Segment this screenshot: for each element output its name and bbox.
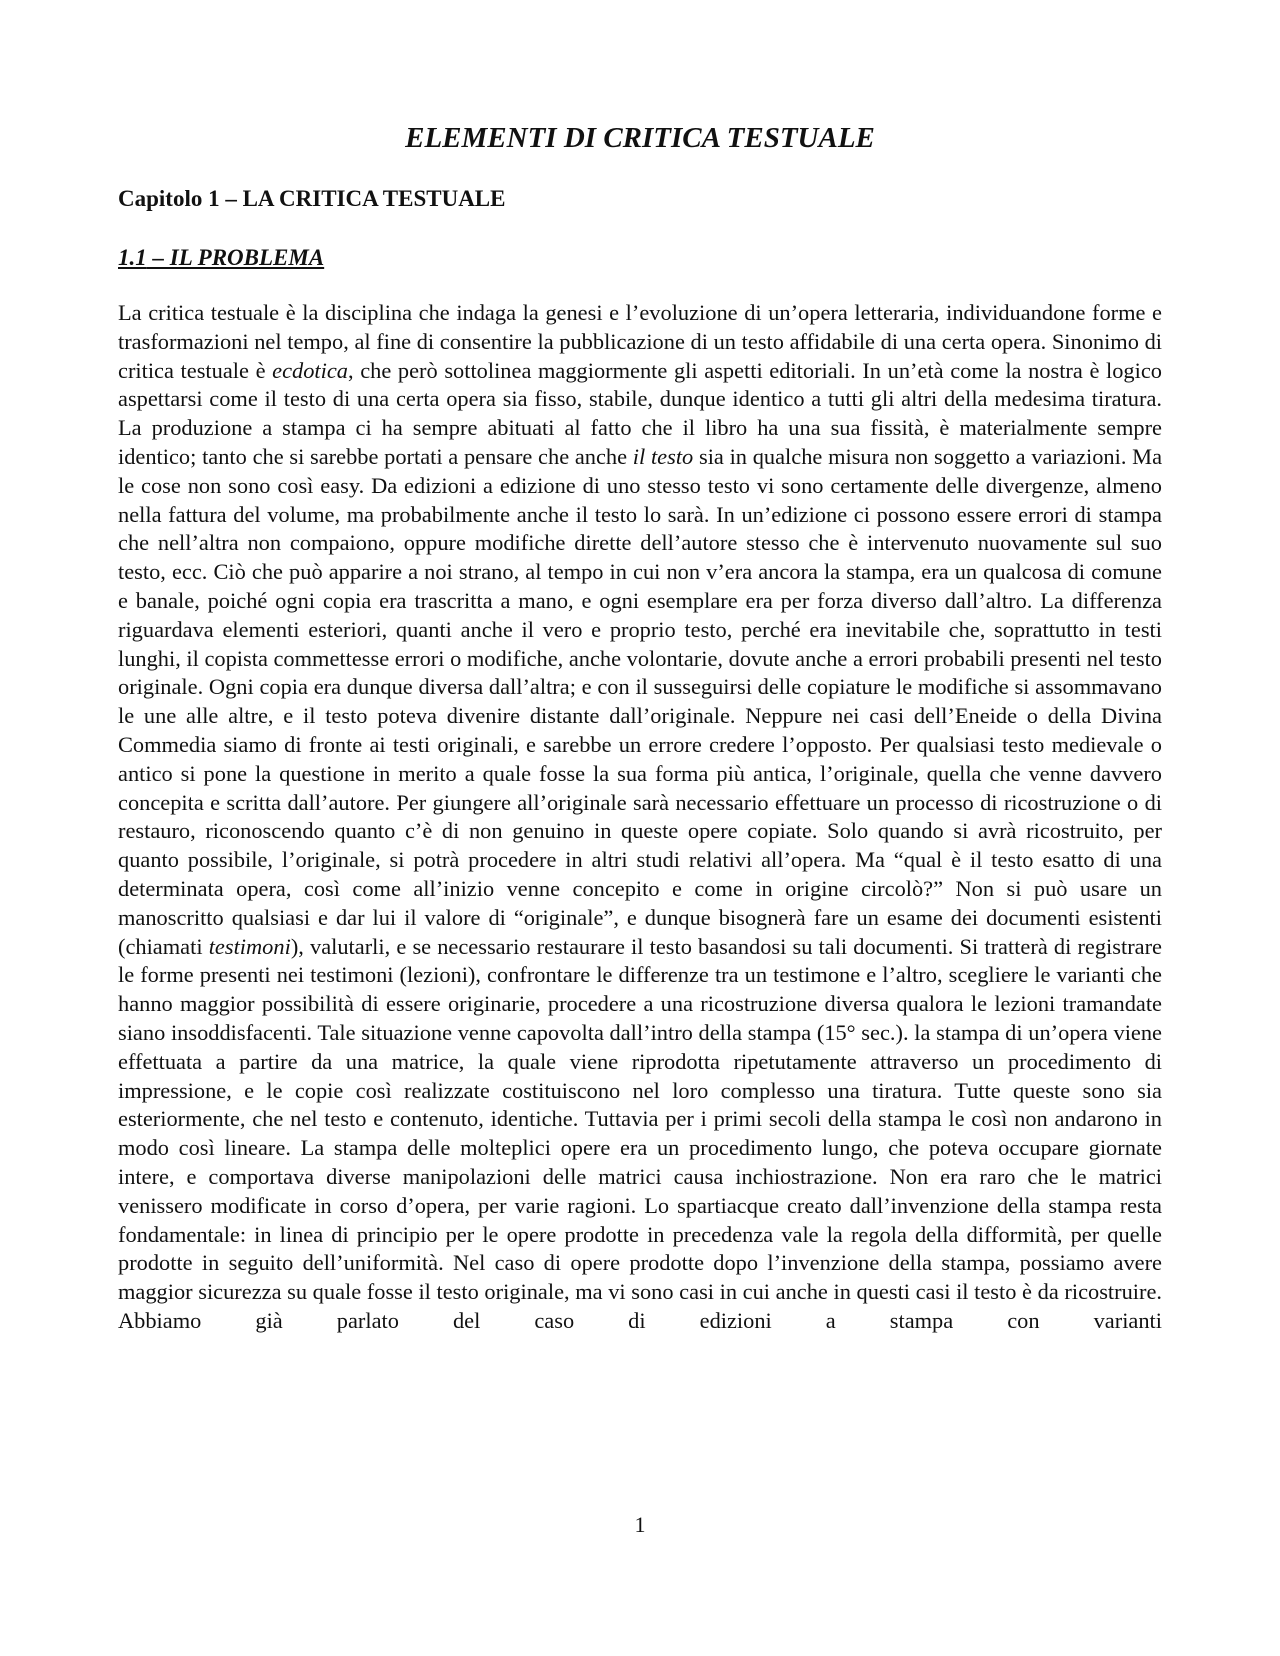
section-heading xyxy=(118,242,324,274)
text-run: ), valutarli, e se necessario restaurare il testo basandosi su tali documenti. Si tratterà di registrare le forme presenti nei testimoni (lezioni), confrontare le differenze tra un testimone e l’altro, scegliere le varianti che hanno maggior possibilità di essere originarie, procedere a una ricostruzione diversa qualora le lezioni tramandate siano insoddisfacenti. Tale situazione venne capovolta dall’intro della stampa (15° sec.). la stampa di un’opera viene effettuata a partire da una matrice, la quale viene riprodotta ripetutamente attraverso un procedimento di impressione, e le copie così realizzate costituiscono nel loro complesso una tiratura. Tutte queste sono sia esteriormente, che nel testo e contenuto, identiche. Tuttavia per i primi secoli della stampa le così non andarono in modo così lineare. La stampa delle molteplici opere era un procedimento lungo, che poteva occupare giornate intere, e comportava diverse manipolazioni delle matrici causa inchiostrazione. Non era raro che le matrici venissero modificate in corso d’opera, per varie ragioni. Lo spartiacque creato dall’invenzione della stampa resta fondamentale: in linea di principio per le opere prodotte in precedenza vale la regola della difformità, per quelle prodotte in seguito dell’uniformità. Nel caso di opere prodotte dopo l’invenzione della stampa, possiamo avere maggior sicurezza su quale fosse il testo originale, ma vi sono casi in cui anche in questi casi il testo è da ricostruire. Abbiamo già parlato del caso di edizioni a stampa con varianti xyxy=(118,933,1162,1333)
italic-term-ecdotica: ecdotica xyxy=(272,357,348,383)
text-run: sia in qualche misura non soggetto a variazioni. Ma le cose non sono così easy. Da edizioni a edizione di uno stesso testo vi sono certamente delle divergenze, almeno nella fattura del volume, ma probabilmente anche il testo lo sarà. In un’edizione ci possono essere errori di stampa che nell’altra non compaiono, oppure modifiche dirette dell’autore stesso che è intervenuto nuovamente sul suo testo, ecc. Ciò che può apparire a noi strano, al tempo in cui non v’era ancora la stampa, era un qualcosa di comune e banale, poiché ogni copia era trascritta a mano, e ogni esemplare era per forza diverso dall’altro. La differenza riguardava elementi esteriori, quanti anche il vero e proprio testo, perché era inevitabile che, soprattutto in testi lunghi, il copista commettesse errori o modifiche, anche volontarie, dovute anche a errori probabili presenti nel testo originale. Ogni copia era dunque diversa dall’altra; e con il susseguirsi delle copiature le modifiche si assommavano le une alle altre, e il testo poteva divenire distante dall’originale. Neppure nei casi dell’Eneide o della Divina Commedia siamo di fronte ai testi originali, e sarebbe un errore credere l’opposto. Per qualsiasi testo medievale o antico si pone la questione in merito a quale fosse la sua forma più antica, l’originale, quella che venne davvero concepita e scritta dall’autore. Per giungere all’originale sarà necessario effettuare un processo di ricostruzione o di restauro, riconoscendo quanto c’è di non genuino in queste opere copiate. Solo quando si avrà ricostruito, per quanto possibile, l’originale, si potrà procedere in altri studi relativi all’opera. Ma “qual è il testo esatto di una determinata opera, così come all’inizio venne concepito e come in origine circolò?” Non si può usare un manoscritto qualsiasi e dar lui il valore di “originale”, e dunque bisognerà fare un esame dei documenti esistenti (chiamati xyxy=(118,443,1163,959)
page-number: 1 xyxy=(634,1512,646,1537)
chapter-heading: Capitolo 1 – LA CRITICA TESTUALE xyxy=(118,186,506,211)
text-run: , che però sottolinea maggiormente gli aspetti editoriali. In un’età come la nostra è logico aspettarsi come il testo di una certa opera sia fisso, stabile, dunque identico a tutti gli altri della medesima tiratura. La produzione a stampa ci ha sempre abituati al fatto che il libro ha una sua fissità, è materialmente sempre identico; tanto che si sarebbe portati a pensare che anche xyxy=(118,357,1162,469)
italic-term-il-testo: il testo xyxy=(632,443,694,469)
document-page xyxy=(118,0,1162,1656)
section-label: – IL PROBLEMA xyxy=(146,245,325,270)
body-paragraph xyxy=(118,299,1162,1336)
text-run: La critica testuale è la disciplina che indaga la genesi e l’evoluzione di un’opera letteraria, individuandone forme e trasformazioni nel tempo, al fine di consentire la pubblicazione di un testo affidabile di una certa opera. Sinonimo di critica testuale è xyxy=(118,300,1162,383)
document-title: ELEMENTI DI CRITICA TESTUALE xyxy=(405,122,875,154)
section-number: 1.1 xyxy=(118,245,147,270)
italic-term-testimoni: testimoni xyxy=(208,933,291,959)
